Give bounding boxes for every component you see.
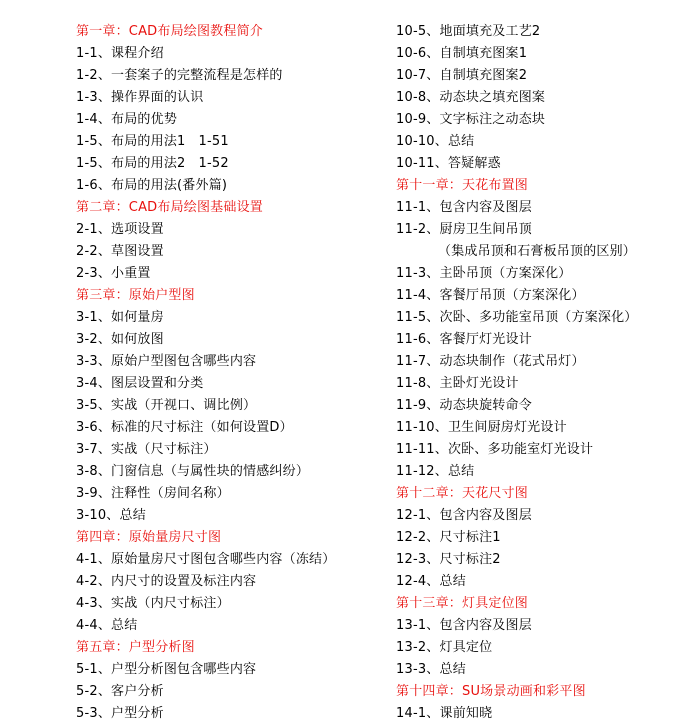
lesson-item: 5-3、户型分析 <box>76 706 164 721</box>
lesson-item: 3-4、图层设置和分类 <box>76 376 204 391</box>
lesson-item: 3-5、实战（开视口、调比例） <box>76 398 257 413</box>
lesson-item: 4-4、总结 <box>76 618 138 633</box>
lesson-item: 11-3、主卧吊顶（方案深化） <box>396 266 572 281</box>
lesson-item: 3-3、原始户型图包含哪些内容 <box>76 354 257 369</box>
lesson-item: 1-6、布局的用法(番外篇) <box>76 178 228 193</box>
lesson-item: 14-1、课前知晓 <box>396 706 493 721</box>
lesson-item: 3-9、注释性（房间名称） <box>76 486 230 501</box>
lesson-item: 12-1、包含内容及图层 <box>396 508 532 523</box>
lesson-item: 11-2、厨房卫生间吊顶 <box>396 222 532 237</box>
chapter-heading: 第四章：原始量房尺寸图 <box>76 530 222 545</box>
lesson-item: 11-12、总结 <box>396 464 475 479</box>
lesson-item: 3-2、如何放图 <box>76 332 164 347</box>
chapter-heading: 第十四章：SU场景动画和彩平图 <box>396 684 586 699</box>
chapter-heading: 第十三章：灯具定位图 <box>396 596 529 611</box>
lesson-item: 13-2、灯具定位 <box>396 640 493 655</box>
lesson-item: 1-5、布局的用法1 1-51 <box>76 134 229 149</box>
lesson-item: 4-3、实战（内尺寸标注） <box>76 596 230 611</box>
lesson-item: 10-11、答疑解惑 <box>396 156 501 171</box>
lesson-item: 1-1、课程介绍 <box>76 46 164 61</box>
lesson-item: 4-2、内尺寸的设置及标注内容 <box>76 574 257 589</box>
lesson-item: 3-7、实战（尺寸标注） <box>76 442 217 457</box>
lesson-item: 3-8、门窗信息（与属性块的情感纠纷） <box>76 464 310 479</box>
lesson-item: 12-3、尺寸标注2 <box>396 552 501 567</box>
lesson-item: 10-6、自制填充图案1 <box>396 46 528 61</box>
chapter-heading: 第五章：户型分析图 <box>76 640 195 655</box>
lesson-item: 1-5、布局的用法2 1-52 <box>76 156 229 171</box>
lesson-item: 3-1、如何量房 <box>76 310 164 325</box>
lesson-item: 10-9、文字标注之动态块 <box>396 112 546 127</box>
lesson-item: 2-3、小重置 <box>76 266 151 281</box>
lesson-item: 5-1、户型分析图包含哪些内容 <box>76 662 257 677</box>
lesson-item: 1-3、操作界面的认识 <box>76 90 204 105</box>
lesson-item: 12-4、总结 <box>396 574 466 589</box>
lesson-item: 11-11、次卧、多功能室灯光设计 <box>396 442 594 457</box>
chapter-heading: 第十一章：天花布置图 <box>396 178 529 193</box>
lesson-item: 1-2、一套案子的完整流程是怎样的 <box>76 68 283 83</box>
lesson-item: 11-1、包含内容及图层 <box>396 200 532 215</box>
lesson-item: 11-9、动态块旋转命令 <box>396 398 532 413</box>
lesson-item: 1-4、布局的优势 <box>76 112 178 127</box>
lesson-item: 10-7、自制填充图案2 <box>396 68 528 83</box>
lesson-item: 11-7、动态块制作（花式吊灯） <box>396 354 585 369</box>
chapter-heading: 第十二章：天花尺寸图 <box>396 486 529 501</box>
lesson-item: 12-2、尺寸标注1 <box>396 530 501 545</box>
lesson-item: 11-5、次卧、多功能室吊顶（方案深化） <box>396 310 638 325</box>
right-column <box>396 21 696 725</box>
lesson-item: 10-10、总结 <box>396 134 475 149</box>
chapter-heading: 第二章：CAD布局绘图基础设置 <box>76 200 263 215</box>
lesson-item: 13-3、总结 <box>396 662 466 677</box>
chapter-heading: 第三章：原始户型图 <box>76 288 195 303</box>
lesson-item: 3-10、总结 <box>76 508 146 523</box>
lesson-item: 4-1、原始量房尺寸图包含哪些内容（冻结） <box>76 552 336 567</box>
lesson-item: 2-1、选项设置 <box>76 222 164 237</box>
lesson-item: 5-2、客户分析 <box>76 684 164 699</box>
left-column <box>76 21 376 725</box>
lesson-item: 11-6、客餐厅灯光设计 <box>396 332 532 347</box>
lesson-item: 3-6、标准的尺寸标注（如何设置D） <box>76 420 293 435</box>
lesson-item: 10-5、地面填充及工艺2 <box>396 24 541 39</box>
lesson-item: 11-4、客餐厅吊顶（方案深化） <box>396 288 585 303</box>
lesson-item: 11-10、卫生间厨房灯光设计 <box>396 420 567 435</box>
lesson-item: 2-2、草图设置 <box>76 244 164 259</box>
lesson-item: 13-1、包含内容及图层 <box>396 618 532 633</box>
chapter-heading: 第一章：CAD布局绘图教程简介 <box>76 24 263 39</box>
lesson-item: 11-8、主卧灯光设计 <box>396 376 519 391</box>
lesson-item: （集成吊顶和石膏板吊顶的区别） <box>438 244 637 259</box>
lesson-item: 10-8、动态块之填充图案 <box>396 90 546 105</box>
